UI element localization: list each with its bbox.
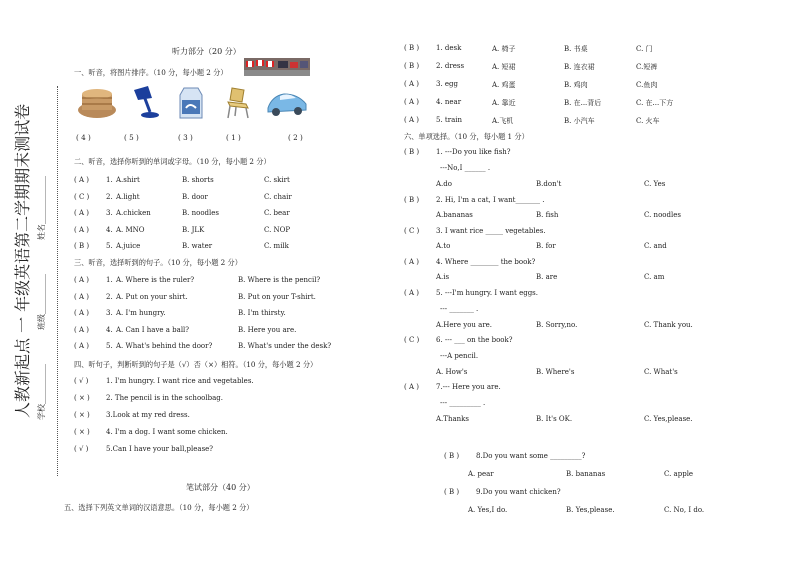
q2-option-c: C. milk bbox=[264, 242, 289, 250]
exam-title: 人教新起点 一 年级英语第二学期期末测试卷 bbox=[13, 103, 32, 418]
q3-option-a: A. Where is the ruler? bbox=[116, 276, 195, 284]
q5-word: 4. near bbox=[436, 98, 462, 106]
q6-title: 六、单项选择。（10 分，每小题 1 分） bbox=[404, 132, 529, 141]
q3-answer: ( A ) bbox=[74, 276, 89, 284]
q2-answer: ( A ) bbox=[74, 209, 89, 217]
q6-question: 2. Hi, I'm a cat, I want_______ . bbox=[436, 196, 545, 204]
q2-number: 3. bbox=[106, 209, 113, 217]
q2-option-a: A.juice bbox=[116, 242, 141, 250]
q6-option-a: A.do bbox=[436, 180, 452, 188]
milk-carton-icon bbox=[176, 86, 206, 120]
q5-option-c: C.鱼肉 bbox=[636, 81, 658, 89]
q1-answer-5: ( 2 ) bbox=[288, 133, 303, 142]
q6-option-b: B. fish bbox=[536, 211, 559, 219]
q3-number: 1. bbox=[106, 276, 113, 284]
q6-answer: ( B ) bbox=[404, 196, 420, 204]
q5-word: 5. train bbox=[436, 116, 462, 124]
q6-option-c: C. noodles bbox=[644, 211, 681, 219]
q6-question: 3. I want rice _____ vegetables. bbox=[436, 227, 546, 235]
q2-option-a: A. MNO bbox=[116, 225, 145, 234]
hat-box-icon bbox=[76, 84, 118, 120]
side-header bbox=[4, 100, 54, 450]
lamp-icon bbox=[128, 84, 162, 120]
q6-answer: ( B ) bbox=[404, 148, 420, 156]
q5-answer: ( A ) bbox=[404, 116, 419, 124]
name-label: 姓名____________ bbox=[37, 176, 46, 240]
q2-option-a: A.shirt bbox=[116, 176, 140, 184]
q6-option-a: A.bananas bbox=[436, 211, 473, 219]
q6-question: 5. ---I'm hungry. I want eggs. bbox=[436, 289, 539, 297]
q5-option-a: A. 靠近 bbox=[492, 99, 516, 107]
q3-option-b: B. Where is the pencil? bbox=[238, 276, 321, 284]
q2-number: 5. bbox=[106, 242, 113, 250]
q6-answer: ( A ) bbox=[404, 383, 419, 391]
q6-option-c: C. Thank you. bbox=[644, 321, 693, 329]
q6-answer: ( B ) bbox=[444, 452, 460, 460]
q5-word: 3. egg bbox=[436, 80, 459, 88]
q6-question: 4. Where ________ the book? bbox=[436, 258, 536, 266]
q4-answer: ( √ ) bbox=[74, 377, 89, 385]
q3-option-a: A. What's behind the door? bbox=[116, 342, 213, 350]
q6-question: 8.Do you want some _________? bbox=[476, 452, 586, 460]
q3-answer: ( A ) bbox=[74, 309, 89, 317]
q2-option-c: C. chair bbox=[264, 192, 292, 201]
q4-answer: ( √ ) bbox=[74, 445, 89, 453]
q4-answer: ( × ) bbox=[74, 411, 90, 419]
q6-option-b: B. Yes,please. bbox=[566, 506, 615, 514]
q6-option-a: A.to bbox=[436, 242, 451, 250]
q2-number: 1. bbox=[106, 176, 113, 184]
q4-sentence: 1. I'm hungry. I want rice and vegetables. bbox=[106, 377, 254, 385]
q6-option-a: A. How's bbox=[436, 368, 468, 376]
q2-option-b: B. door bbox=[182, 192, 208, 201]
listening-header: 听力部分（20 分） bbox=[172, 47, 241, 56]
q3-option-a: A. I'm hungry. bbox=[116, 309, 166, 317]
q6-option-b: B. for bbox=[536, 242, 556, 250]
q6-question: 1. ---Do you like fish? bbox=[436, 148, 511, 156]
q2-answer: ( C ) bbox=[74, 192, 90, 201]
q6-question-line2: ---A pencil. bbox=[440, 352, 479, 360]
q1-title: 一、听音，将图片排序。（10 分，每小题 2 分） bbox=[74, 68, 228, 77]
chair-icon bbox=[224, 86, 254, 120]
q6-answer: ( A ) bbox=[404, 289, 419, 297]
q5-option-c: C. 门 bbox=[636, 45, 653, 53]
q6-option-c: C. Yes bbox=[644, 180, 666, 188]
q5-option-a: A. 短裙 bbox=[492, 63, 516, 71]
q4-sentence: 3.Look at my red dress. bbox=[106, 411, 190, 419]
class-label: 班级__________ bbox=[37, 274, 46, 330]
q2-answer: ( B ) bbox=[74, 242, 90, 250]
q6-option-a: A. Yes,I do. bbox=[468, 506, 508, 514]
q3-number: 3. bbox=[106, 309, 113, 317]
q3-number: 5. bbox=[106, 342, 113, 350]
q3-title: 三、听音，选择听到的句子。（10 分，每小题 2 分） bbox=[74, 258, 242, 267]
q6-option-c: C. apple bbox=[664, 470, 694, 478]
q2-option-a: A.light bbox=[116, 192, 140, 201]
q2-number: 4. bbox=[106, 225, 113, 234]
q4-answer: ( × ) bbox=[74, 428, 90, 436]
q6-answer: ( C ) bbox=[404, 336, 420, 344]
q2-option-a: A.chicken bbox=[116, 209, 151, 217]
q6-option-c: C. and bbox=[644, 242, 667, 250]
q2-option-c: C. NOP bbox=[264, 225, 291, 234]
q2-option-b: B. water bbox=[182, 242, 213, 250]
q6-option-c: C. Yes,please. bbox=[644, 415, 693, 423]
q6-question-line2: --- _________ . bbox=[440, 399, 486, 407]
q6-option-a: A.Thanks bbox=[436, 415, 469, 423]
q3-option-a: A. Can I have a ball? bbox=[116, 325, 190, 334]
q6-answer: ( B ) bbox=[444, 488, 460, 496]
q1-answer-1: ( 4 ) bbox=[76, 133, 91, 142]
q5-word: 2. dress bbox=[436, 62, 465, 70]
q6-answer: ( C ) bbox=[404, 227, 420, 235]
q3-option-b: B. Put on your T-shirt. bbox=[238, 292, 316, 301]
q5-answer: ( B ) bbox=[404, 44, 420, 52]
q2-option-c: C. bear bbox=[264, 209, 290, 217]
q5-answer: ( B ) bbox=[404, 62, 420, 70]
q6-option-c: C. What's bbox=[644, 368, 678, 376]
q5-title: 五、选择下列英文单词的汉语意思。（10 分，每小题 2 分） bbox=[64, 503, 254, 512]
q5-option-b: B. 鸡肉 bbox=[564, 81, 588, 89]
q5-option-a: A.飞机 bbox=[492, 117, 514, 125]
q3-number: 2. bbox=[106, 292, 113, 301]
q5-option-b: B. 连衣裙 bbox=[564, 63, 595, 71]
q6-question: 9.Do you want chicken? bbox=[476, 488, 561, 496]
q1-answer-2: ( 5 ) bbox=[124, 133, 139, 142]
written-header: 笔试部分（40 分） bbox=[186, 483, 255, 492]
q6-option-b: B. bananas bbox=[566, 470, 606, 478]
q2-answer: ( A ) bbox=[74, 176, 89, 184]
q5-word: 1. desk bbox=[436, 44, 462, 52]
q4-answer: ( × ) bbox=[74, 394, 90, 402]
q3-option-b: B. What's under the desk? bbox=[238, 342, 332, 350]
q6-answer: ( A ) bbox=[404, 258, 419, 266]
q1-answer-4: ( 1 ) bbox=[226, 133, 241, 142]
toy-car-icon bbox=[266, 88, 308, 118]
q4-sentence: 4. I'm a dog. I want some chicken. bbox=[106, 428, 228, 436]
q6-option-a: A.is bbox=[436, 273, 450, 281]
q5-option-b: B. 在...背后 bbox=[564, 99, 602, 107]
q6-question-line2: ---No,I ______ . bbox=[440, 164, 491, 172]
q6-question: 6. --- ___ on the book? bbox=[436, 336, 513, 344]
q6-option-b: B. It's OK. bbox=[536, 415, 573, 423]
q2-option-c: C. skirt bbox=[264, 176, 290, 184]
q3-answer: ( A ) bbox=[74, 292, 89, 301]
q6-option-a: A.Here you are. bbox=[436, 321, 493, 329]
q2-answer: ( A ) bbox=[74, 225, 89, 234]
q3-option-b: B. Here you are. bbox=[238, 325, 297, 334]
q6-question: 7.--- Here you are. bbox=[436, 383, 501, 391]
q5-answer: ( A ) bbox=[404, 80, 419, 88]
q6-question-line2: --- _______ . bbox=[440, 305, 479, 313]
q6-option-b: B. are bbox=[536, 273, 558, 281]
q5-option-b: B. 书桌 bbox=[564, 45, 588, 53]
q4-sentence: 2. The pencil is in the schoolbag. bbox=[106, 394, 223, 402]
q4-sentence: 5.Can I have your ball,please? bbox=[106, 445, 214, 453]
q2-option-b: B. shorts bbox=[182, 176, 214, 184]
q3-number: 4. bbox=[106, 325, 113, 334]
q5-option-b: B. 小汽车 bbox=[564, 117, 595, 125]
q3-answer: ( A ) bbox=[74, 325, 89, 334]
q5-option-c: C. 火车 bbox=[636, 117, 660, 125]
q5-option-a: A. 鸡蛋 bbox=[492, 81, 516, 89]
q6-option-b: B. Where's bbox=[536, 368, 575, 376]
q2-option-b: B. noodles bbox=[182, 209, 219, 217]
q3-option-a: A. Put on your shirt. bbox=[116, 292, 188, 301]
q5-option-a: A. 椅子 bbox=[492, 45, 516, 53]
q6-option-c: C. am bbox=[644, 273, 665, 281]
cut-line bbox=[57, 86, 58, 476]
q6-option-b: B. Sorry,no. bbox=[536, 321, 578, 329]
q5-answer: ( A ) bbox=[404, 98, 419, 106]
school-label: 学校__________ bbox=[37, 364, 46, 420]
q6-option-a: A. pear bbox=[468, 470, 494, 478]
q6-option-c: C. No, I do. bbox=[664, 506, 705, 514]
q3-option-b: B. I'm thirsty. bbox=[238, 309, 286, 317]
q1-answer-3: ( 3 ) bbox=[178, 133, 193, 142]
q3-answer: ( A ) bbox=[74, 342, 89, 350]
q2-option-b: B. JLK bbox=[182, 225, 205, 234]
q2-title: 二、听音，选择你听到的单词或字母。（10 分，每小题 2 分） bbox=[74, 157, 271, 166]
q5-option-c: C.短裤 bbox=[636, 63, 658, 71]
flags-icon bbox=[244, 58, 310, 76]
q2-number: 2. bbox=[106, 192, 113, 201]
q5-option-c: C. 在...下方 bbox=[636, 99, 674, 107]
q6-option-b: B.don't bbox=[536, 180, 562, 188]
q4-title: 四、听句子，判断听到的句子是（√）否（×）相符。（10 分，每小题 2 分） bbox=[74, 360, 318, 369]
